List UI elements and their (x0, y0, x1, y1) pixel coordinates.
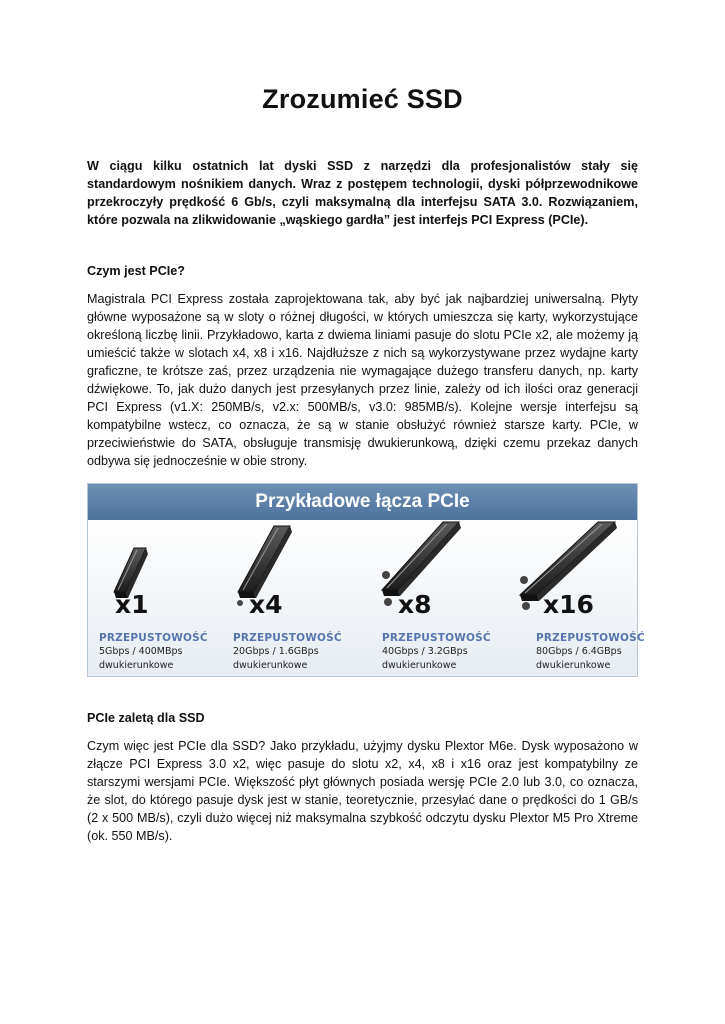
page-title: Zrozumieć SSD (262, 84, 463, 114)
caption-speed-x1: 5Gbps / 400MBps (99, 646, 183, 657)
section-body-pcie: Magistrala PCI Express została zaprojektowana tak, aby być jak najbardziej uniwersalną. Płyty główne wyposażone są w sloty o różnej długości, w których umieszcza się karty, wykorzystujące określoną liczbę linii. Przykładowo, karta z dwiema liniami pasuje do slotu PCIe x2, ale możemy ją umieścić także w slotach x4, x8 i x16. Najdłuższe z nich są wykorzystywane przez wydajne karty graficzne, te krótsze zaś, przez urządzenia nie wymagające dużego transferu danych, np. karty dźwiękowe. To, jak dużo danych jest przesyłanych przez linie, zależy od ich ilości oraz generacji PCI Express (v1.X: 250MB/s, v2.x: 500MB/s, v3.0: 985MB/s). Kolejne wersje interfejsu są kompatybilne wstecz, co oznacza, że są w stanie obsłużyć również starsze karty. PCIe, w przeciwieństwie do SATA, obsługuje transmisję dwukierunkową, dzięki czemu przekaz danych odbywa się jednocześnie w obie strony. (87, 292, 638, 468)
slot-label-x4: x4 (249, 590, 283, 619)
caption-title-x8: PRZEPUSTOWOŚĆ (382, 632, 491, 644)
caption-mode-x4: dwukierunkowe (233, 660, 308, 671)
caption-title-x1: PRZEPUSTOWOŚĆ (99, 632, 208, 644)
intro-paragraph: W ciągu kilku ostatnich lat dyski SSD z narzędzi dla profesjonalistów stały się standardowym nośnikiem danych. Wraz z postępem technologii, dyski półprzewodnikowe przekroczyły prędkość 6 Gb/s, czyli maksymalną dla interfejsu SATA 3.0. Rozwiązaniem, które pozwala na zlikwidowanie „wąskiego gardła” jest interfejs PCI Express (PCIe). (87, 159, 638, 227)
caption-mode-x16: dwukierunkowe (536, 660, 611, 671)
caption-speed-x8: 40Gbps / 3.2GBps (382, 646, 468, 657)
slot-label-x16: x16 (543, 590, 594, 619)
section-body-ssd: Czym więc jest PCIe dla SSD? Jako przykładu, użyjmy dysku Plextor M6e. Dysk wyposażono w złącze PCI Express 3.0 x2, więc pasuje do slotu x2, x4, x8 i x16 oraz jest kompatybilny ze starszymi wersjami PCIe. Większość płyt głównych posiada wersję PCIe 2.0 lub 3.0, co oznacza, że slot, do którego pasuje dysk jest w stanie, teoretycznie, przesyłać dane o prędkości do 1 GB/s (2 x 500 MB/s), czyli dużo więcej niż maksymalna szybkość odczytu dysku Plextor M5 Pro Xtreme (ok. 550 MB/s). (87, 739, 638, 843)
caption-speed-x4: 20Gbps / 1.6GBps (233, 646, 319, 657)
caption-speed-x16: 80Gbps / 6.4GBps (536, 646, 622, 657)
caption-mode-x8: dwukierunkowe (382, 660, 457, 671)
caption-mode-x1: dwukierunkowe (99, 660, 174, 671)
section-heading-ssd: PCIe zaletą dla SSD (87, 711, 205, 725)
figure-banner: Przykładowe łącza PCIe (88, 484, 637, 520)
slot-label-x8: x8 (398, 590, 432, 619)
caption-title-x4: PRZEPUSTOWOŚĆ (233, 632, 342, 644)
slot-label-x1: x1 (115, 590, 149, 619)
caption-title-x16: PRZEPUSTOWOŚĆ (536, 632, 645, 644)
section-heading-pcie: Czym jest PCIe? (87, 264, 185, 278)
